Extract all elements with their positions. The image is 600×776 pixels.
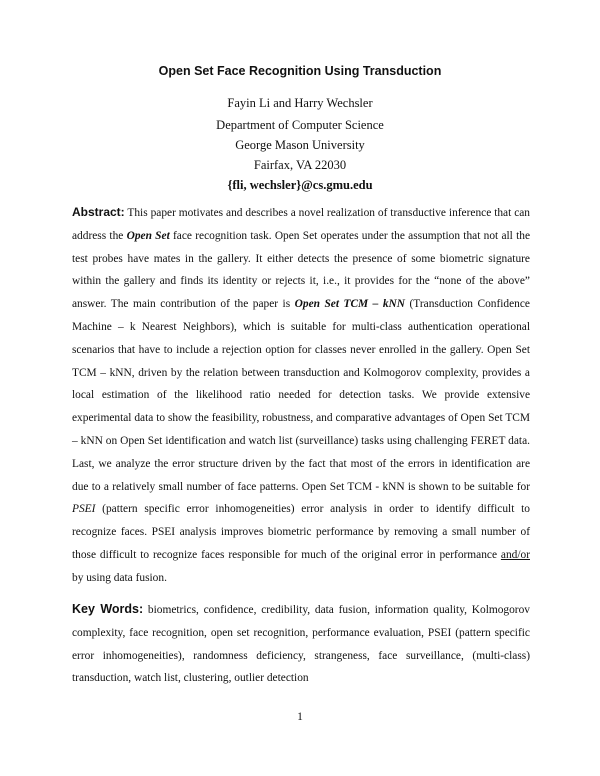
page-number: 1 [297,711,303,723]
paper-title: Open Set Face Recognition Using Transduction [158,64,442,78]
abstract-open-set: Open Set [126,229,170,242]
abstract-open-set-tcm: Open Set TCM – kNN [294,298,406,311]
abstract-text-4: (pattern specific error inhomogeneities) error analysis in order to identify difficult to recognize faces. PSEI analysis improves biometric performance by removing a small number of those difficult to recognize faces responsible for much of the original error in performance [72,503,530,561]
university: George Mason University [235,138,365,152]
abstract-andor: and/or [500,548,530,561]
authors: Fayin Li and Harry Wechsler [227,96,373,110]
keywords-label: Key Words: [72,602,144,616]
keywords-text: biometrics, confidence, credibility, data fusion, information quality, Kolmogorov complexity, face recognition, open set recognition, performance evaluation, PSEI (pattern specific error inhomogeneities), randomness deficiency, strangeness, face surveillance, (multi-class) transduction, watch list, clustering, outlier detection [72,604,530,685]
abstract-text-1: This paper motivates and describes a novel realization of transductive inference that can address the [72,207,530,242]
author-email: {fli, wechsler}@cs.gmu.edu [227,178,373,192]
abstract-text-3: (Transduction Confidence Machine – k Nearest Neighbors), which is suitable for multi-class authentication operational scenarios that have to include a rejection option for classes never enrolled in the gallery. Open Set TCM – kNN, driven by the relation between transduction and Kolmogorov complexity, provides a local estimation of the likelihood ratio needed for detection tasks. We provide extensive experimental data to show the feasibility, robustness, and comparative advantages of Open Set TCM – kNN on Open Set identification and watch list (surveillance) tasks using challenging FERET data. Last, we analyze the error structure driven by the fact that most of the errors in identification are due to a relatively small number of face patterns. Open Set TCM - kNN is shown to be suitable for [72,298,530,493]
location: Fairfax, VA 22030 [253,158,347,172]
keywords [72,598,530,690]
abstract-text-5: by using data fusion. [72,571,167,584]
abstract [72,201,530,590]
abstract-psei: PSEI [72,503,96,516]
abstract-text-2: face recognition task. Open Set operates under the assumption that not all the test probes have mates in the gallery. It either detects the presence of some biometric signature within the gallery and finds its identity or rejects it, i.e., it provides for the “none of the above” answer. The main contribution of the paper is [72,229,531,311]
abstract-label: Abstract: [72,205,125,219]
department: Department of Computer Science [216,118,384,132]
